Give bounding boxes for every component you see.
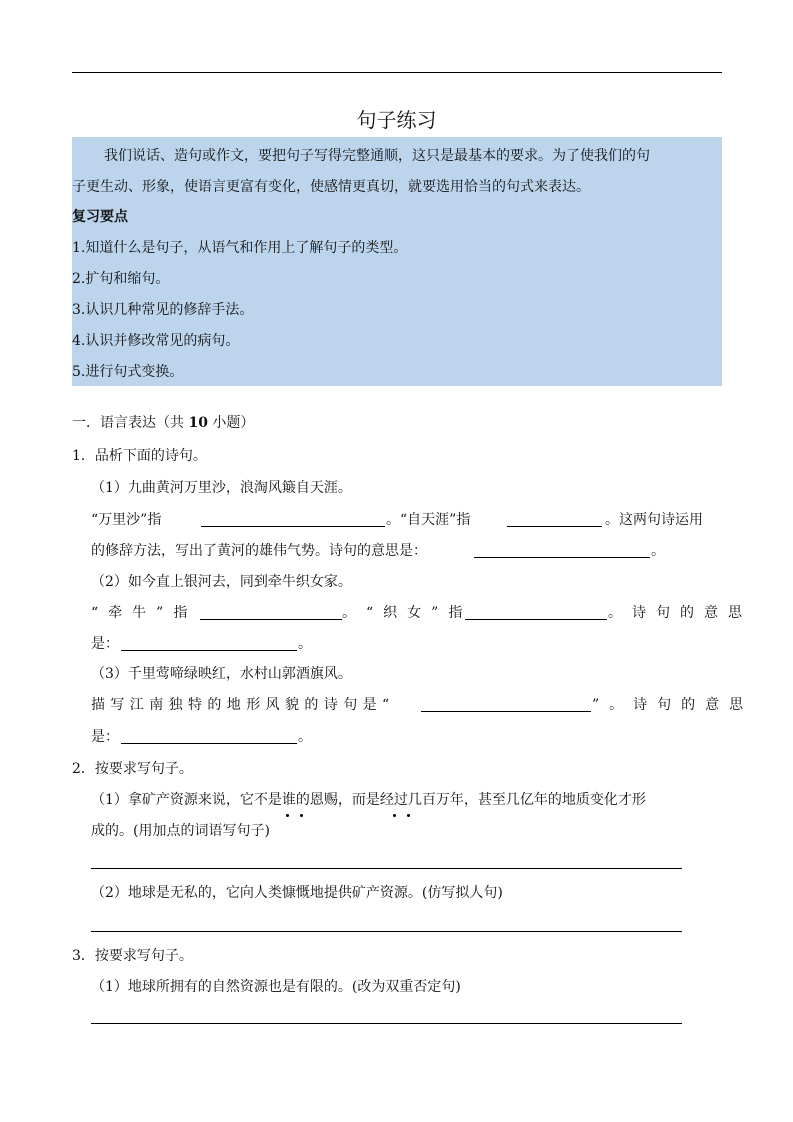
- q1-part3-line-c: 是：: [91, 729, 119, 745]
- section-heading: 一．语言表达（共 10 小题）: [72, 415, 255, 431]
- q2-part1-line-1: （1）拿矿产资源来说，它不是谁的恩赐，而是经过几百万年，甚至几亿年的地质变化才形: [91, 792, 646, 808]
- question-3-stem: 3．按要求写句子。: [72, 948, 193, 964]
- question-count: 10: [188, 415, 208, 431]
- page-title: 句子练习: [356, 108, 437, 132]
- q1-blank-qianniu[interactable]: [200, 604, 342, 620]
- emphasis-dot-2: [300, 814, 303, 817]
- q1-part3-poem: （3）千里莺啼绿映红，水村山郭酒旗风。: [91, 666, 352, 682]
- emphasis-dot-1: [286, 814, 289, 817]
- q1-part2-line-a: “牵牛”指: [91, 605, 198, 621]
- q1-part3-line-a: 描写江南独特的地形风貌的诗句是“: [91, 697, 395, 713]
- review-point-2: 2.扩句和缩句。: [72, 271, 170, 287]
- review-point-1: 1.知道什么是句子，从语气和作用上了解句子的类型。: [72, 240, 408, 256]
- q1-part1-line-b: 。“自天涯”指: [386, 512, 471, 528]
- emphasis-dot-3: [393, 814, 396, 817]
- q1-blank-zitianya[interactable]: [507, 511, 602, 527]
- review-point-3: 3.认识几种常见的修辞手法。: [72, 302, 254, 318]
- q1-part2-end: 。: [298, 636, 312, 652]
- review-point-4: 4.认识并修改常见的病句。: [72, 333, 240, 349]
- question-1-stem: 1．品析下面的诗句。: [72, 448, 207, 464]
- q1-part1-line-a: “万里沙”指: [91, 512, 162, 528]
- q1-blank-meaning-2[interactable]: [121, 635, 297, 651]
- q2-part1-line-2: 成的。(用加点的词语写句子): [91, 823, 270, 839]
- review-heading: 复习要点: [72, 209, 128, 225]
- q3-part1-answer-line[interactable]: [91, 1023, 682, 1024]
- q1-part1-line-d: 的修辞方法，写出了黄河的雄伟气势。诗句的意思是：: [91, 543, 427, 559]
- q1-part2-poem: （2）如今直上银河去，同到牵牛织女家。: [91, 574, 352, 590]
- review-point-5: 5.进行句式变换。: [72, 364, 184, 380]
- q1-part3-line-b: ”。诗句的意思: [592, 697, 754, 713]
- q1-blank-zhinv[interactable]: [465, 604, 607, 620]
- q1-blank-meaning-3[interactable]: [121, 728, 297, 744]
- header-rule: [72, 72, 722, 73]
- emphasis-dot-4: [407, 814, 410, 817]
- question-2-stem: 2．按要求写句子。: [72, 761, 193, 777]
- q1-part1-line-c: 。这两句诗运用: [605, 512, 703, 528]
- q1-part1-end: 。: [651, 543, 665, 559]
- q2-part1-answer-line[interactable]: [91, 868, 682, 869]
- q1-part2-line-b: 。“织女”指: [342, 605, 473, 621]
- q3-part1: （1）地球所拥有的自然资源也是有限的。(改为双重否定句): [91, 979, 461, 995]
- intro-line-2: 子更生动、形象，使语言更富有变化，使感情更真切，就要选用恰当的句式来表达。: [72, 179, 590, 195]
- q1-part2-line-d: 是：: [91, 636, 119, 652]
- intro-line-1: 我们说话、造句或作文，要把句子写得完整通顺，这只是最基本的要求。为了使我们的句: [104, 148, 650, 164]
- q1-part3-end: 。: [298, 729, 312, 745]
- q1-blank-wanlisha[interactable]: [201, 511, 385, 527]
- q1-part1-poem: （1）九曲黄河万里沙，浪淘风簸自天涯。: [91, 480, 352, 496]
- q2-part2: （2）地球是无私的，它向人类慷慨地提供矿产资源。(仿写拟人句): [91, 885, 503, 901]
- q2-part2-answer-line[interactable]: [91, 931, 682, 932]
- q1-blank-meaning-1[interactable]: [474, 542, 650, 558]
- q1-blank-poem-line[interactable]: [421, 696, 591, 712]
- q1-part2-line-c: 。诗句的意思: [608, 605, 752, 621]
